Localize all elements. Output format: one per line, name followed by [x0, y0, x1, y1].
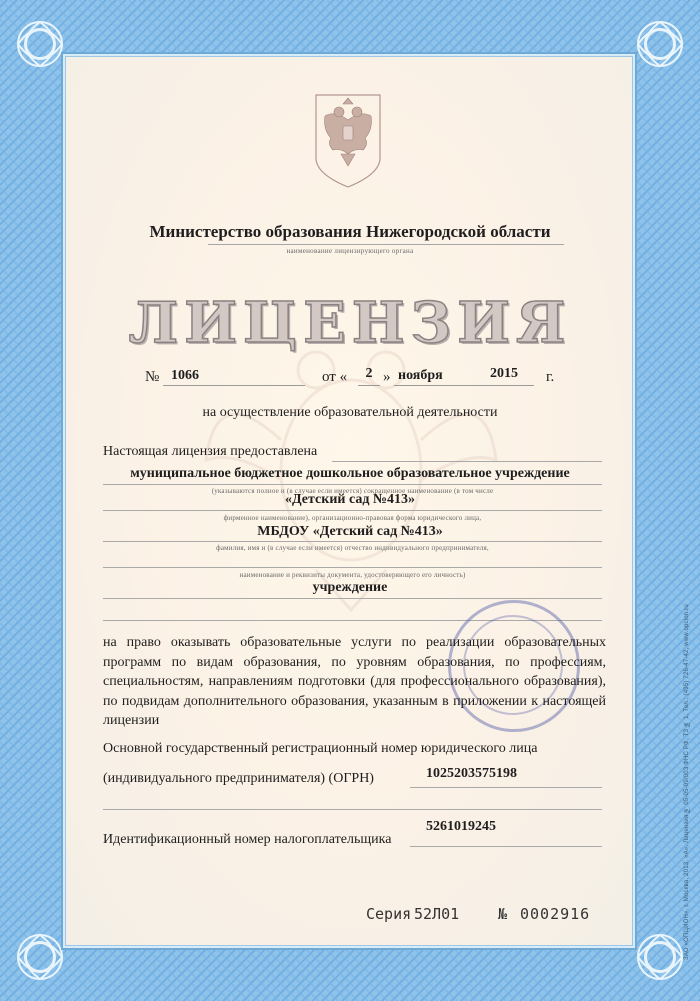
ministry-name: Министерство образования Нижегородской области [149, 222, 551, 241]
org-line-5 [103, 598, 602, 599]
org-abbreviation: МБДОУ «Детский сад №413» [257, 524, 443, 539]
ogrn-label-1: Основной государственный регистрационный номер юридического лица [103, 741, 538, 756]
license-day: 2 [358, 366, 380, 386]
number-label: № [145, 369, 160, 385]
license-number-field [163, 366, 305, 386]
org-caption-3: фамилия, имя и (в случае если имеется) отчество индивидуального предпринимателя, [216, 544, 489, 552]
inn-label: Идентификационный номер налогоплательщика [103, 832, 392, 847]
ministry-underline [208, 244, 564, 245]
org-line-4 [103, 567, 602, 568]
org-short-name: «Детский сад №413» [284, 492, 415, 507]
coat-of-arms-emblem [313, 92, 383, 190]
corner-ornament-bottom-left [10, 927, 70, 987]
license-month-field [394, 366, 490, 386]
license-month: ноября [398, 368, 443, 383]
blank-number-label: № [498, 905, 508, 923]
corner-ornament-top-left [10, 14, 70, 74]
license-year: 2015 [490, 366, 534, 386]
document-title: ЛИЦЕНЗИЯ [128, 290, 572, 356]
org-line-2 [103, 510, 602, 511]
date-close-quote: » [383, 369, 391, 385]
org-caption-4: наименование и реквизиты документа, удостоверяющего его личность) [239, 571, 466, 579]
inn-value: 5261019245 [426, 819, 496, 834]
inn-line [410, 846, 602, 847]
org-line-3 [103, 541, 602, 542]
granted-to-line [332, 461, 602, 462]
ministry-caption: наименование лицензирующего органа [286, 247, 414, 255]
ogrn-extra-line [103, 809, 602, 810]
series-value: 52Л01 [414, 905, 460, 923]
year-suffix: г. [546, 369, 555, 385]
org-full-name: муниципальное бюджетное дошкольное образовательное учреждение [130, 466, 570, 481]
corner-ornament-top-right [630, 14, 690, 74]
ogrn-line [410, 787, 602, 788]
granted-to-label: Настоящая лицензия предоставлена [103, 444, 318, 459]
org-legal-form: учреждение [312, 580, 388, 595]
license-purpose: на осуществление образовательной деятельности [202, 405, 498, 420]
ogrn-label-2: (индивидуального предпринимателя) (ОГРН) [103, 771, 374, 786]
org-line-1 [103, 484, 602, 485]
blank-number-value: 0002916 [520, 905, 591, 923]
org-caption-1: (указываются полное и (в случае если имеется) сокращенное наименование (в том числе [211, 487, 494, 495]
date-from-label: от « [322, 369, 348, 385]
org-caption-2: фирменное наименование), организационно-правовая форма юридического лица, [223, 514, 482, 522]
series-label: Серия [366, 905, 412, 923]
printer-imprint: ЗАО «ОПЦИОН», г. Москва, 2013, «А». Лицензия № 05-05-09/003 ФНС РФ, ТЗ № 1, Тел.: (495) 726-47-42, www.opcion.ru [684, 604, 690, 960]
corner-ornament-bottom-right [630, 927, 690, 987]
ogrn-value: 1025203575198 [426, 766, 517, 781]
license-number: 1066 [171, 368, 199, 383]
rights-paragraph: на право оказывать образовательные услуги по реализации образовательных программ по видам образования, по уровням образования, по профессиям, специальностям, направлениям подготовки (для профессионального образования), по подвидам дополнительного образования, указанным в приложении к настоящей лицензии [103, 635, 606, 728]
